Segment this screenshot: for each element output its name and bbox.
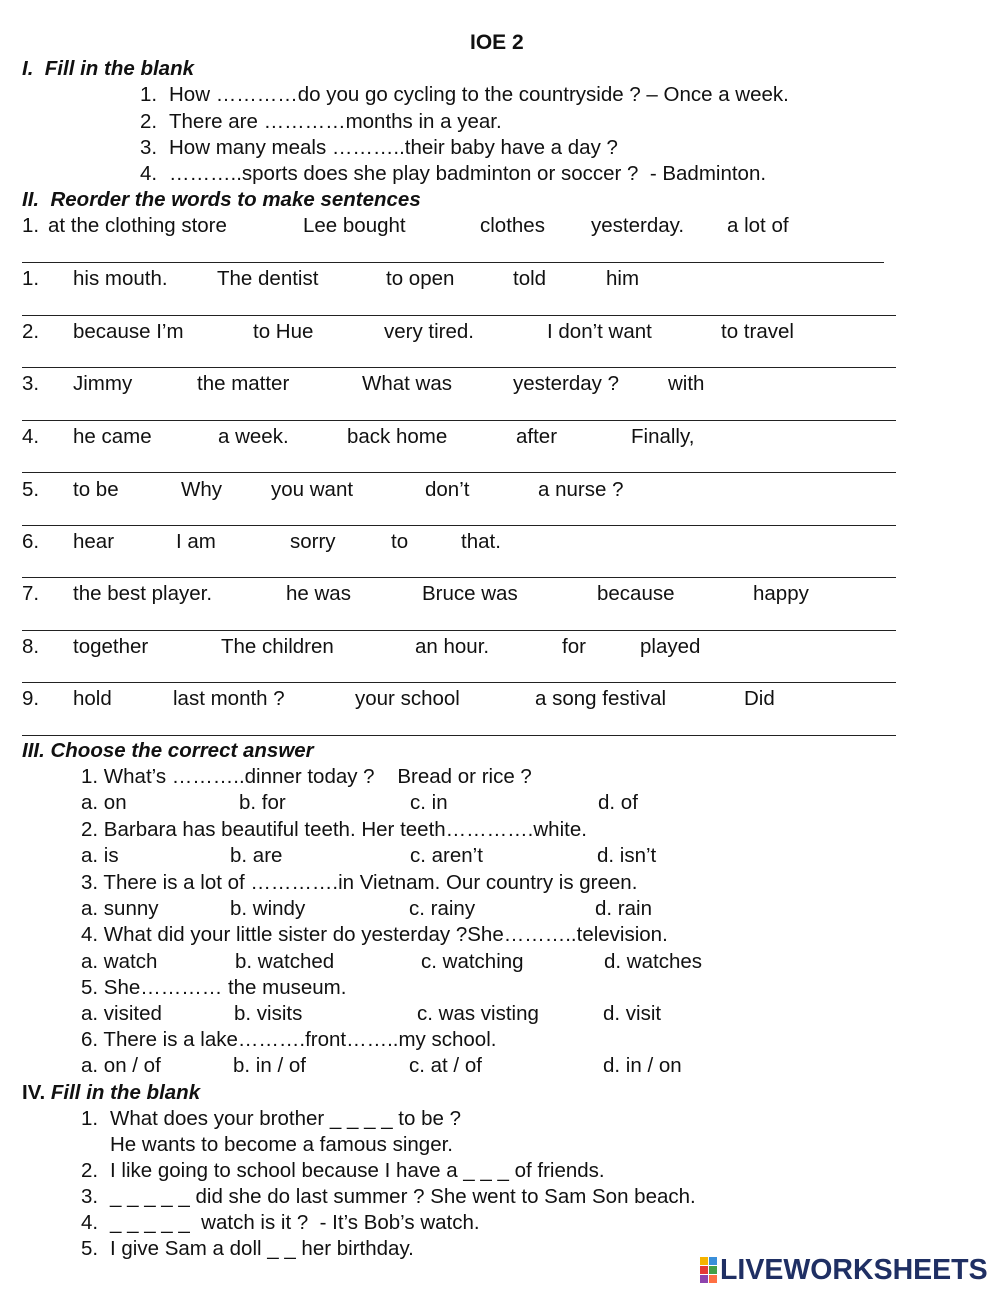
s1-item-number: 2. <box>140 110 158 133</box>
option-d[interactable]: d. watches <box>604 950 702 973</box>
word-chunk: him <box>606 267 640 290</box>
item-number: 1. <box>22 267 40 290</box>
word-chunk: The children <box>221 635 334 658</box>
word-chunk: after <box>516 425 558 448</box>
answer-line[interactable] <box>22 315 896 316</box>
s1-item-text: There are …………months in a year. <box>169 110 502 133</box>
word-chunk: he came <box>73 425 152 448</box>
question-text: 4. What did your little sister do yesterday ?She………..television. <box>81 923 668 946</box>
word-chunk: you want <box>271 478 354 501</box>
word-chunk: The dentist <box>217 267 319 290</box>
item-number: 2. <box>22 320 40 343</box>
word-chunk: yesterday ? <box>513 372 619 395</box>
question-text: 1. What’s ………..dinner today ? Bread or rice ? <box>81 765 532 788</box>
answer-line[interactable] <box>22 735 896 736</box>
section-3-heading: III. Choose the correct answer <box>22 739 314 762</box>
item-number: 3. <box>22 372 40 395</box>
logo-squares-icon <box>700 1257 717 1283</box>
option-a[interactable]: a. on / of <box>81 1054 161 1077</box>
word-chunk: happy <box>753 582 809 605</box>
word-chunk: Jimmy <box>73 372 133 395</box>
word-chunk: at the clothing store <box>48 214 227 237</box>
answer-line[interactable] <box>22 367 896 368</box>
s1-item-text: ………..sports does she play badminton or soccer ? - Badminton. <box>169 162 767 185</box>
section-4-number: IV. <box>22 1081 46 1104</box>
s4-item-text: I give Sam a doll _ _ her birthday. <box>110 1237 414 1260</box>
answer-line[interactable] <box>22 525 896 526</box>
word-chunk: the matter <box>197 372 290 395</box>
logo-square <box>709 1275 717 1283</box>
option-a[interactable]: a. visited <box>81 1002 162 1025</box>
option-d[interactable]: d. visit <box>603 1002 662 1025</box>
item-number: 9. <box>22 687 40 710</box>
word-chunk: told <box>513 267 547 290</box>
word-chunk: a song festival <box>535 687 667 710</box>
option-b[interactable]: b. visits <box>234 1002 303 1025</box>
word-chunk: the best player. <box>73 582 213 605</box>
word-chunk: Bruce was <box>422 582 518 605</box>
word-chunk: because I’m <box>73 320 184 343</box>
word-chunk: for <box>562 635 586 658</box>
question-text: 5. She………… the museum. <box>81 976 347 999</box>
word-chunk: his mouth. <box>73 267 168 290</box>
option-d[interactable]: d. of <box>598 791 638 814</box>
liveworksheets-logo[interactable] <box>700 1253 988 1287</box>
answer-line[interactable] <box>22 420 896 421</box>
logo-square <box>709 1257 717 1265</box>
item-number: 7. <box>22 582 40 605</box>
question-text: 6. There is a lake……….front……..my school. <box>81 1028 497 1051</box>
item-number: 6. <box>22 530 40 553</box>
answer-line[interactable] <box>22 630 896 631</box>
brand-name: LIVEWORKSHEETS <box>720 1254 988 1286</box>
word-chunk: a lot of <box>727 214 789 237</box>
section-4-title: Fill in the blank <box>50 1081 201 1104</box>
word-chunk: an hour. <box>415 635 490 658</box>
option-c[interactable]: c. rainy <box>409 897 476 920</box>
word-chunk: sorry <box>290 530 336 553</box>
logo-square <box>700 1257 708 1265</box>
option-c[interactable]: c. aren’t <box>410 844 483 867</box>
word-chunk: Why <box>181 478 222 501</box>
word-chunk: back home <box>347 425 448 448</box>
word-chunk: together <box>73 635 149 658</box>
word-chunk: with <box>668 372 705 395</box>
word-chunk: clothes <box>480 214 545 237</box>
s1-item-number: 3. <box>140 136 158 159</box>
word-chunk: very tired. <box>384 320 474 343</box>
word-chunk: Lee bought <box>303 214 406 237</box>
word-chunk: hold <box>73 687 112 710</box>
s1-item-number: 4. <box>140 162 158 185</box>
option-b[interactable]: b. windy <box>230 897 306 920</box>
s1-item-text: How many meals ………..their baby have a day ? <box>169 136 618 159</box>
section-1-heading: I. Fill in the blank <box>22 57 194 80</box>
option-a[interactable]: a. sunny <box>81 897 159 920</box>
answer-line[interactable] <box>22 682 896 683</box>
option-c[interactable]: c. watching <box>421 950 524 973</box>
s4-item-number: 1. <box>81 1107 99 1130</box>
option-c[interactable]: c. in <box>410 791 448 814</box>
word-chunk: hear <box>73 530 115 553</box>
option-a[interactable]: a. watch <box>81 950 158 973</box>
word-chunk: he was <box>286 582 351 605</box>
page-title: IOE 2 <box>470 31 524 54</box>
option-d[interactable]: d. isn’t <box>597 844 657 867</box>
word-chunk: Finally, <box>631 425 695 448</box>
word-chunk: your school <box>355 687 460 710</box>
section-4-heading <box>22 1081 200 1105</box>
word-chunk: played <box>640 635 701 658</box>
word-chunk: to open <box>386 267 455 290</box>
word-chunk: Did <box>744 687 775 710</box>
s4-item-text: _ _ _ _ _ did she do last summer ? She went to Sam Son beach. <box>110 1185 696 1208</box>
question-text: 2. Barbara has beautiful teeth. Her teeth………….white. <box>81 818 587 841</box>
section-2-heading: II. Reorder the words to make sentences <box>22 188 421 211</box>
word-chunk: a week. <box>218 425 289 448</box>
word-chunk: yesterday. <box>591 214 685 237</box>
option-b[interactable]: b. are <box>230 844 283 867</box>
s4-item-number: 5. <box>81 1237 99 1260</box>
word-chunk: I don’t want <box>547 320 652 343</box>
option-a[interactable]: a. on <box>81 791 127 814</box>
s4-item-text: What does your brother _ _ _ _ to be ? <box>110 1107 461 1130</box>
word-chunk: to <box>391 530 409 553</box>
logo-square <box>709 1266 717 1274</box>
word-chunk: to be <box>73 478 119 501</box>
answer-line[interactable] <box>22 577 896 578</box>
question-text: 3. There is a lot of ………….in Vietnam. Our country is green. <box>81 871 638 894</box>
example-number: 1. <box>22 214 40 237</box>
word-chunk: a nurse ? <box>538 478 624 501</box>
word-chunk: last month ? <box>173 687 285 710</box>
option-a[interactable]: a. is <box>81 844 119 867</box>
s4-item-text: I like going to school because I have a _ _ _ of friends. <box>110 1159 605 1182</box>
logo-square <box>700 1275 708 1283</box>
s4-item-number: 2. <box>81 1159 99 1182</box>
option-b[interactable]: b. in / of <box>233 1054 306 1077</box>
option-d[interactable]: d. rain <box>595 897 652 920</box>
option-c[interactable]: c. at / of <box>409 1054 482 1077</box>
logo-square <box>700 1266 708 1274</box>
answer-line[interactable] <box>22 262 884 263</box>
item-number: 5. <box>22 478 40 501</box>
s4-item-number: 4. <box>81 1211 99 1234</box>
word-chunk: because <box>597 582 675 605</box>
answer-line[interactable] <box>22 472 896 473</box>
word-chunk: that. <box>461 530 501 553</box>
word-chunk: to travel <box>721 320 794 343</box>
s4-item-text: _ _ _ _ _ watch is it ? - It’s Bob’s watch. <box>110 1211 480 1234</box>
s1-item-number: 1. <box>140 83 158 106</box>
s4-item-number: 3. <box>81 1185 99 1208</box>
s4-item-text: He wants to become a famous singer. <box>110 1133 453 1156</box>
option-c[interactable]: c. was visting <box>417 1002 539 1025</box>
word-chunk: don’t <box>425 478 470 501</box>
option-b[interactable]: b. watched <box>235 950 335 973</box>
s1-item-text: How …………do you go cycling to the countryside ? – Once a week. <box>169 83 789 106</box>
option-d[interactable]: d. in / on <box>603 1054 682 1077</box>
item-number: 4. <box>22 425 40 448</box>
word-chunk: to Hue <box>253 320 314 343</box>
word-chunk: I am <box>176 530 216 553</box>
word-chunk: What was <box>362 372 452 395</box>
option-b[interactable]: b. for <box>239 791 286 814</box>
item-number: 8. <box>22 635 40 658</box>
